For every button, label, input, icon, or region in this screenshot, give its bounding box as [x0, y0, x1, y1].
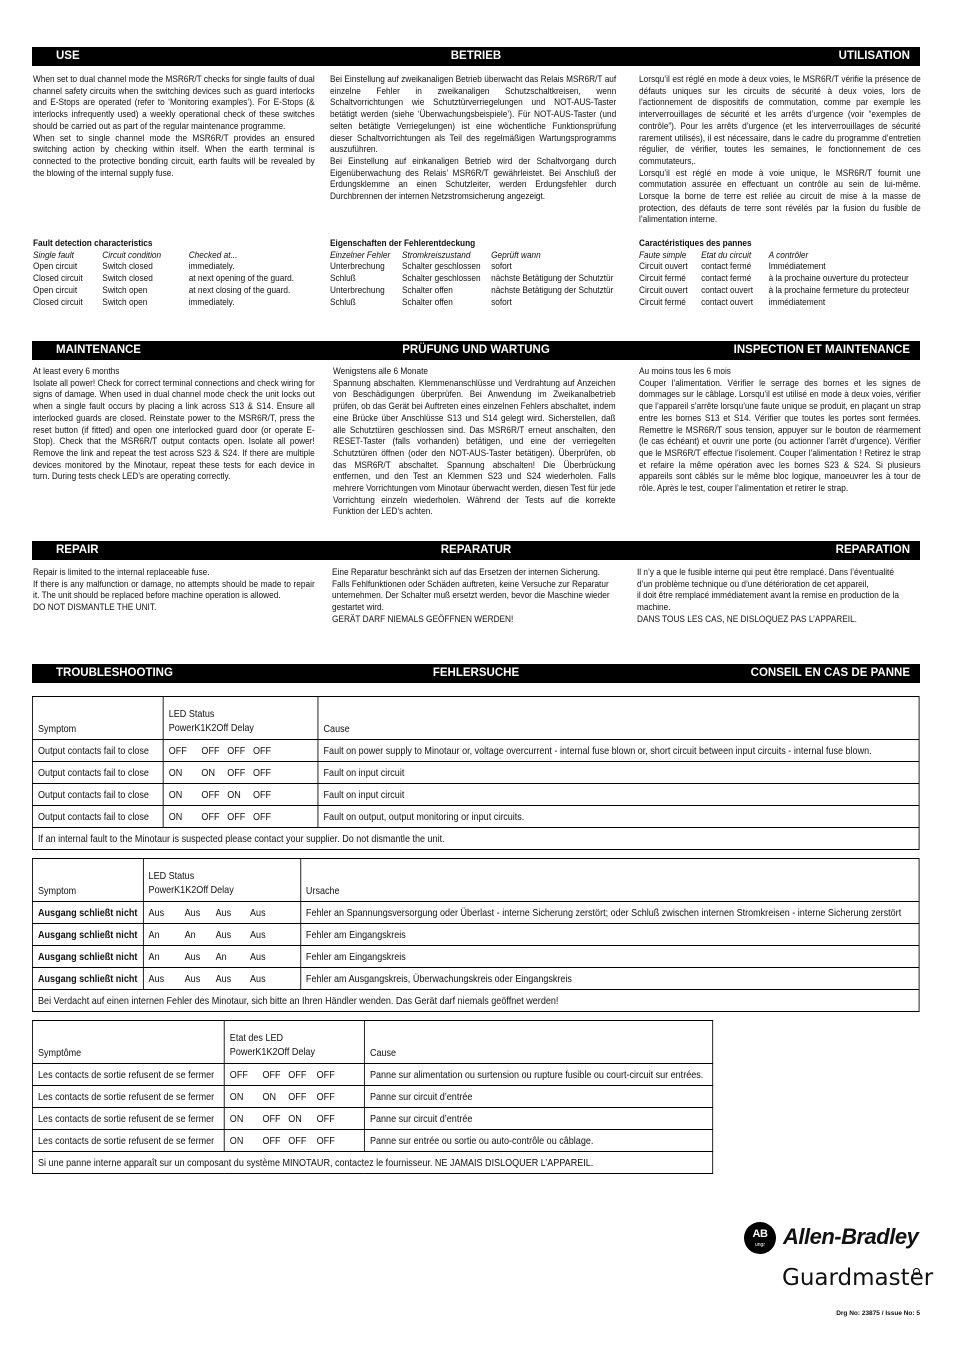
fd-cell: Circuit ouvert	[639, 261, 688, 272]
table-row	[32, 1064, 712, 1086]
maintenance-text-en	[33, 366, 315, 483]
fd-cell: Closed circuit	[33, 296, 83, 307]
fd-cell: Schalter geschlossen	[402, 261, 481, 272]
use-paragraph: Bei Einstellung auf zweikanaligen Betrieb überwacht das Relais MSR6R/T auf einzelne Fehler in zweikanaligen Schutzschaltkreisen, wenn Schaltvorrichtungen wie Schutztürverriegelungen und NOT-AUS-Taster betätigt werden (siehe ‘Überwachungsbeispiele’). Für NOT-AUS-Taster (und selten betätigte Verriegelungen) ist eine wöchentliche Funktionsprüfung dieser Schaltvorrichtungen als Teil des regelmäßigen Wartungsprogramms auszuführen.	[330, 74, 617, 155]
led-value: OFF	[288, 1090, 307, 1103]
fd-cell: Schluß	[330, 273, 356, 284]
troubleshooting-table-fr	[32, 1020, 713, 1174]
led-value: ON	[227, 788, 241, 801]
led-value: OFF	[316, 1090, 335, 1103]
table-row	[32, 924, 919, 946]
col-header-led-status	[224, 1021, 364, 1064]
led-value: OFF	[288, 1068, 307, 1081]
col-header-led-status	[143, 859, 300, 902]
symptom-cell: Ausgang schließt nicht	[32, 946, 143, 968]
table-row	[32, 902, 919, 924]
led-cells	[224, 1108, 364, 1130]
col-header-cause: Cause	[318, 697, 919, 740]
led-status-label: LED Status	[148, 870, 195, 882]
led-cells	[163, 784, 318, 806]
use-paragraph: When set to dual channel mode the MSR6R/T checks for single faults of dual channel safety circuits when the switching devices such as guard interlocks and E-Stops are operated (refer to ‘Monitoring examples’). For E-Stops (& interlocks infrequently used) a weekly operational check of these switches should be carried out as part of the regular maintenance programme.	[33, 74, 315, 131]
led-value: An	[184, 928, 196, 941]
fd-cell: at next opening of the guard.	[188, 273, 294, 284]
led-value: ON	[168, 766, 183, 779]
led-value: OFF	[253, 788, 272, 801]
led-value: Aus	[184, 950, 201, 963]
led-value: OFF	[262, 1134, 281, 1147]
fd-cell: Unterbrechung	[330, 284, 385, 295]
led-value: OFF	[201, 744, 220, 757]
fault-detection-table	[330, 250, 613, 309]
use-paragraph: Bei Einstellung auf einkanaligen Betrieb wird der Schaltvorgang durch Eigenüberwachung des Relais’ MSR6R/T gewährleistet. Bei Anschluß der Erdungsklemme an einen Schutzleiter, werden Erdungsfehler durch Durchbrennen der internen Netzstromsicherung angezeigt.	[330, 155, 617, 202]
fault-detection-table	[639, 250, 909, 309]
led-value: OFF	[227, 744, 246, 757]
section-title-troubleshooting-de: FEHLERSUCHE	[432, 667, 520, 679]
maintenance-text-fr	[639, 366, 921, 495]
symptom-cell: Les contacts de sortie refusent de se fermer	[32, 1086, 224, 1108]
fd-cell: Open circuit	[33, 261, 78, 272]
use-paragraph: Lorsqu’il est réglé en mode à voie unique, le MSR6R/T fournit une commutation assurée en effectuant un contrôle au sein de lui-même. Lorsque la borne de terre est reliée au circuit de mise à la masse de protection, des défauts de terre sont révélés par la fusion du fusible de l’alimentation interne.	[639, 167, 921, 225]
fd-header: A contrôler	[768, 249, 809, 260]
fd-cell: immediately.	[188, 296, 235, 307]
led-value: OFF	[262, 1112, 281, 1125]
table-row	[32, 740, 919, 762]
led-value: Aus	[148, 972, 165, 985]
led-cells	[224, 1086, 364, 1108]
table-note: Bei Verdacht auf einen internen Fehler des Minotaur, sich bitte an Ihren Händler wenden. Das Gerät darf niemals geöffnet werden!	[32, 990, 919, 1012]
led-value: An	[148, 950, 160, 963]
section-title-maintenance-fr: INSPECTION ET MAINTENANCE	[733, 344, 910, 356]
table-row	[32, 946, 919, 968]
led-col-k2: K2	[205, 722, 217, 734]
fd-cell: nächste Betätigung der Schutztür	[491, 273, 614, 284]
repair-line: DO NOT DISMANTLE THE UNIT.	[33, 602, 157, 613]
fd-cell: Switch open	[102, 284, 148, 295]
section-title-use-de: BETRIEB	[450, 50, 502, 62]
fd-cell: à la prochaine ouverture du protecteur	[768, 273, 909, 284]
symptom-cell: Les contacts de sortie refusent de se fermer	[32, 1064, 224, 1086]
symptom-cell: Ausgang schließt nicht	[32, 924, 143, 946]
section-title-use-en: USE	[56, 50, 80, 62]
fd-cell: Switch open	[102, 296, 148, 307]
symptom-cell: Output contacts fail to close	[32, 806, 163, 828]
fd-header: Geprüft wann	[491, 249, 541, 260]
led-col-k2: K2	[185, 884, 197, 896]
use-text-en	[33, 74, 315, 179]
led-status-label: Etat des LED	[229, 1032, 284, 1044]
use-text-fr	[639, 74, 921, 226]
repair-line: Eine Reparatur beschränkt sich auf das Ersetzen der internen Sicherung. Falls Fehlfunktionen oder Schäden auftreten, keine Versuche zur Reparatur unternehmen. Der Schalter muß ersetzt werden, bevor die Maschine wieder gestartet wird.	[332, 567, 610, 613]
led-col-k2: K2	[266, 1046, 278, 1058]
led-value: OFF	[316, 1112, 335, 1125]
fd-cell: sofort	[491, 261, 512, 272]
led-status-label: LED Status	[168, 708, 215, 720]
led-cells	[143, 924, 300, 946]
troubleshooting-table-de	[32, 858, 920, 1012]
ab-badge-subtext: ungr	[754, 1242, 765, 1248]
led-value: Aus	[184, 972, 201, 985]
fd-cell: à la prochaine fermeture du protecteur	[768, 284, 910, 295]
led-col-off-delay: Off Delay	[196, 884, 234, 896]
led-col-power: Power	[229, 1046, 256, 1058]
table-row	[32, 968, 919, 990]
fd-cell: contact fermé	[701, 273, 752, 284]
led-col-k1: K1	[194, 722, 206, 734]
section-title-maintenance-en: MAINTENANCE	[56, 344, 141, 356]
maintenance-heading: At least every 6 months	[33, 366, 120, 376]
guardmaster-logo: Guardmaster	[782, 1265, 934, 1291]
section-title-troubleshooting-fr: CONSEIL EN CAS DE PANNE	[750, 667, 910, 679]
repair-line: Repair is limited to the internal replaceable fuse.	[33, 567, 210, 577]
fd-header: Einzelner Fehler	[330, 249, 391, 260]
repair-line: Il n’y a que le fusible interne qui peut être remplacé. Dans l’éventualité d’un problème technique ou d’une détérioration de cet appareil,	[637, 567, 894, 589]
repair-text-en	[33, 567, 315, 614]
fd-header: Stromkreiszustand	[402, 249, 471, 260]
fault-detection-table	[33, 250, 294, 309]
fd-cell: Circuit fermé	[639, 273, 686, 284]
fd-cell: at next closing of the guard.	[188, 284, 291, 295]
led-value: ON	[168, 810, 183, 823]
led-cells	[163, 806, 318, 828]
led-value: ON	[288, 1112, 302, 1125]
cause-cell: Fault on output, output monitoring or input circuits.	[318, 806, 919, 828]
cause-cell: Panne sur entrée ou sortie ou auto-contrôle ou câblage.	[364, 1130, 712, 1152]
allen-bradley-wordmark: Allen-Bradley	[783, 1224, 919, 1249]
fd-header: Circuit condition	[102, 249, 162, 260]
led-value: Aus	[148, 906, 165, 919]
fault-detection-title: Eigenschaften der Fehlerentdeckung	[330, 238, 476, 248]
fd-header: Checked at...	[188, 249, 238, 260]
table-row	[32, 1130, 712, 1152]
fd-cell: Switch closed	[102, 273, 153, 284]
fd-header: Faute simple	[639, 249, 687, 260]
cause-cell: Fehler an Spannungsversorgung oder Überlast - interne Sicherung zerstört; oder Schluß zwischen internen Stromkreisen - interne Sicherung zerstört	[300, 902, 919, 924]
led-value: An	[215, 950, 227, 963]
led-cells	[224, 1064, 364, 1086]
fault-detection-title: Fault detection characteristics	[33, 238, 153, 248]
fd-cell: Open circuit	[33, 284, 78, 295]
maintenance-body: Isolate all power! Check for correct terminal connections and check wiring for signs of damage. When used in dual channel mode check the unit locks out when a single fault occurs by placing a link across S13 & S14. Ensure all interlocked guards are closed. Reinstate power to the MSR6R/T, press the reset button (if fitted) and open one interlocked guard door (or operate E-Stop). Check that the MSR6R/T output contacts open. Isolate all power! Remove the link and repeat the test across S23 & S24. If there are multiple devices monitored by the Minotaur, repeat these tests for each device in turn. During tests check LED’s are operating correctly.	[33, 377, 315, 482]
symptom-cell: Les contacts de sortie refusent de se fermer	[32, 1130, 224, 1152]
section-bar-use	[32, 47, 920, 66]
fd-cell: Schalter offen	[402, 284, 453, 295]
table-row	[32, 1086, 712, 1108]
led-value: ON	[201, 766, 215, 779]
led-value: OFF	[253, 766, 272, 779]
fd-header: Single fault	[33, 249, 74, 260]
led-value: ON	[262, 1090, 277, 1103]
cause-cell: Panne sur alimentation ou surtension ou rupture fusible ou court-circuit sur entrées.	[364, 1064, 712, 1086]
registered-mark-icon	[913, 1268, 920, 1275]
allen-bradley-badge-logo	[744, 1222, 776, 1254]
led-value: OFF	[201, 788, 220, 801]
cause-cell: Fault on input circuit	[318, 784, 919, 806]
led-value: ON	[229, 1090, 244, 1103]
repair-line: DANS TOUS LES CAS, NE DISLOQUEZ PAS L’APPAREIL.	[637, 613, 857, 624]
fd-cell: Switch closed	[102, 261, 153, 272]
table-row	[32, 806, 919, 828]
fd-cell: Circuit fermé	[639, 296, 686, 307]
fd-cell: contact fermé	[701, 261, 752, 272]
table-note: If an internal fault to the Minotaur is suspected please contact your supplier. Do not dismantle the unit.	[32, 828, 919, 850]
led-value: OFF	[227, 766, 246, 779]
fd-cell: nächste Betätigung der Schutztür	[491, 284, 614, 295]
repair-line: If there is any malfunction or damage, no attempts should be made to repair it. The unit should be replaced before machine operation is allowed.	[33, 578, 315, 601]
section-title-maintenance-de: PRÜFUNG UND WARTUNG	[402, 344, 550, 356]
section-title-repair-en: REPAIR	[56, 544, 99, 556]
led-value: ON	[229, 1112, 244, 1125]
section-title-repair-fr: REPARATION	[835, 544, 910, 556]
fault-detection-fr	[639, 238, 936, 308]
symptom-cell: Ausgang schließt nicht	[32, 968, 143, 990]
cause-cell: Fehler am Eingangskreis	[300, 924, 919, 946]
cause-cell: Panne sur circuit d’entrée	[364, 1086, 712, 1108]
led-col-power: Power	[168, 722, 195, 734]
fd-cell: Schluß	[330, 296, 356, 307]
use-text-de	[330, 74, 616, 203]
cause-cell: Panne sur circuit d’entrée	[364, 1108, 712, 1130]
section-title-use-fr: UTILISATION	[838, 50, 910, 62]
led-col-power: Power	[148, 884, 175, 896]
cause-cell: Fault on power supply to Minotaur or, voltage overcurrent - internal fuse blown or, short circuit between input circuits - internal fuse blown.	[318, 740, 919, 762]
table-row	[32, 1108, 712, 1130]
col-header-cause: Cause	[364, 1021, 712, 1064]
led-cells	[143, 946, 300, 968]
section-title-repair-de: REPARATUR	[440, 544, 512, 556]
fd-cell: immediately.	[188, 261, 235, 272]
led-value: OFF	[316, 1068, 335, 1081]
led-cells	[163, 740, 318, 762]
symptom-cell: Output contacts fail to close	[32, 762, 163, 784]
table-row	[32, 784, 919, 806]
led-value: OFF	[227, 810, 246, 823]
cause-cell: Fehler am Ausgangskreis, Überwachungskreis oder Eingangskreis	[300, 968, 919, 990]
led-col-k1: K1	[174, 884, 186, 896]
cause-cell: Fault on input circuit	[318, 762, 919, 784]
table-row	[32, 762, 919, 784]
fault-detection-title: Caractéristiques des pannes	[639, 238, 752, 248]
fd-cell: Schalter geschlossen	[402, 273, 481, 284]
repair-text-fr	[637, 567, 907, 626]
led-value: Aus	[250, 950, 266, 963]
led-value: OFF	[229, 1068, 248, 1081]
led-value: Aus	[215, 928, 232, 941]
drawing-number: Drg No: 23875 / Issue No: 5	[836, 1310, 920, 1317]
led-value: OFF	[253, 810, 272, 823]
led-value: Aus	[215, 972, 232, 985]
maintenance-body: Spannung abschalten. Klemmenanschlüsse und Verdrahtung auf Anzeichen von Beschädigungen überprüfen. Bei Anwendung im Zweikanalbetrieb prüfen, ob das Gerät bei Auftreten eines einzelnen Fehlers abschaltet, indem eine Brücke über Anschlüsse S13 und S14 gelegt wird. Sicherstellen, daß alle Schutztüren geschlossen sind. Das MSR6R/T erneut anschalten, den RESET-Taster (falls vorhanden) betätigen, und eine der verriegelten Schutztüren öffnen (oder den NOT-AUS-Taster betätigen). Überprüfen, ob das MSR6R/T abschaltet. Spannung abschalten! Die Überbrückung entfernen, und den Test an Klemmen S23 und S24 wiederholen. Falls mehrere Vorrichtungen vom Minotaur überwacht werden, diesen Test für jede Vorrichtung einzeln wiederholen. Während der Tests auf die korrekte Funktion der LED’s achten.	[333, 377, 616, 517]
repair-line: GERÄT DARF NIEMALS GEÖFFNEN WERDEN!	[332, 613, 514, 624]
use-paragraph: Lorsqu’il est réglé en mode à deux voies, le MSR6R/T vérifie la présence de défauts uniques sur les circuits de sécurité à deux voies, lors de l’actionnement de dispositifs de commutation, comme par exemple les interverrouillages de sécurité et les arrêts d’urgence (voir “exemples de contrôle”). Pour les arrêts d’urgence (et les interverrouillages de sécurité rarement utilisés), il est nécessaire, dans le cadre du programme d’entretien régulier, de vérifier, toutes les semaines, le fonctionnement de ces commutateurs,.	[639, 74, 921, 166]
fd-cell: sofort	[491, 296, 512, 307]
fd-cell: Immédiatement	[768, 261, 826, 272]
maintenance-text-de	[333, 366, 616, 518]
led-value: An	[148, 928, 160, 941]
symptom-cell: Les contacts de sortie refusent de se fermer	[32, 1108, 224, 1130]
ab-badge-text: AB	[752, 1228, 768, 1240]
fd-cell: Unterbrechung	[330, 261, 385, 272]
section-bar-repair	[32, 541, 920, 560]
table-note: Si une panne interne apparaît sur un composant du système MINOTAUR, contactez le fournisseur. NE JAMAIS DISLOQUER L’APPAREIL.	[32, 1152, 712, 1174]
led-cells	[163, 762, 318, 784]
use-paragraph: When set to single channel mode the MSR6R/T provides an ensured switching action by checking within itself. When the earth terminal is connected to the protective bonding circuit, earth faults will be revealed by the blowing of the internal supply fuse.	[33, 132, 315, 178]
col-header-symptom: Symptom	[32, 859, 143, 902]
led-value: Aus	[250, 972, 266, 985]
led-value: Aus	[250, 928, 266, 941]
symptom-cell: Output contacts fail to close	[32, 740, 163, 762]
led-value: Aus	[215, 906, 232, 919]
led-cells	[143, 968, 300, 990]
led-value: OFF	[168, 744, 187, 757]
col-header-cause: Ursache	[300, 859, 919, 902]
maintenance-heading: Wenigstens alle 6 Monate	[333, 366, 429, 376]
led-col-off-delay: Off Delay	[277, 1046, 315, 1058]
led-value: ON	[168, 788, 183, 801]
led-col-k1: K1	[255, 1046, 267, 1058]
led-value: Aus	[184, 906, 201, 919]
col-header-led-status	[163, 697, 318, 740]
cause-cell: Fehler am Eingangskreis	[300, 946, 919, 968]
led-cells	[143, 902, 300, 924]
fault-detection-de	[330, 238, 627, 308]
symptom-cell: Output contacts fail to close	[32, 784, 163, 806]
section-bar-troubleshooting	[32, 664, 920, 683]
fd-cell: immédiatement	[768, 296, 826, 307]
led-value: OFF	[253, 744, 272, 757]
symptom-cell: Ausgang schließt nicht	[32, 902, 143, 924]
repair-line: il doit être remplacé immédiatement avant la remise en production de la machine.	[637, 590, 899, 613]
fd-cell: contact ouvert	[701, 284, 754, 295]
led-value: OFF	[288, 1134, 307, 1147]
led-value: OFF	[316, 1134, 335, 1147]
col-header-symptom: Symptôme	[32, 1021, 224, 1064]
section-bar-maintenance	[32, 341, 920, 360]
troubleshooting-table-en	[32, 696, 920, 850]
section-title-troubleshooting-en: TROUBLESHOOTING	[56, 667, 173, 679]
fd-cell: contact ouvert	[701, 296, 754, 307]
fd-header: Etat du circuit	[701, 249, 752, 260]
repair-text-de	[332, 567, 617, 626]
led-cells	[224, 1130, 364, 1152]
fd-cell: Closed circuit	[33, 273, 83, 284]
led-value: Aus	[250, 906, 266, 919]
led-value: ON	[229, 1134, 244, 1147]
maintenance-body: Couper l’alimentation. Vérifier le serrage des bornes et les signes de dommages sur le câblage. Lorsqu’il est utilisé en mode à deux voies, vérifier que l’appareil s’arrête lorsqu’une faute unique se produit, en plaçant un strap entre les bornes S13 et S14. Vérifier que toutes les portes sont fermées. Remettre le MSR6R/T sous tension, appuyer sur le bouton de réarmement (le cas échéant) et ouvrir une porte (ou actionner l’arrêt d’urgence). Vérifier que le MSR6R/T effectue l’isolement. Couper l’alimentation ! Retirez le strap et refaire la même opération avec les bornes S23 & S24. Si plusieurs appareils sont câblés sur le même bloc logique, manoeuvrer les à tour de rôle. Après le test, couper l’alimentation et retirer le strap.	[639, 377, 921, 494]
led-value: OFF	[262, 1068, 281, 1081]
fault-detection-en	[33, 238, 330, 308]
col-header-symptom: Symptom	[32, 697, 163, 740]
led-value: OFF	[201, 810, 220, 823]
led-col-off-delay: Off Delay	[216, 722, 254, 734]
fd-cell: Circuit ouvert	[639, 284, 688, 295]
maintenance-heading: Au moins tous les 6 mois	[639, 366, 731, 376]
fd-cell: Schalter offen	[402, 296, 453, 307]
